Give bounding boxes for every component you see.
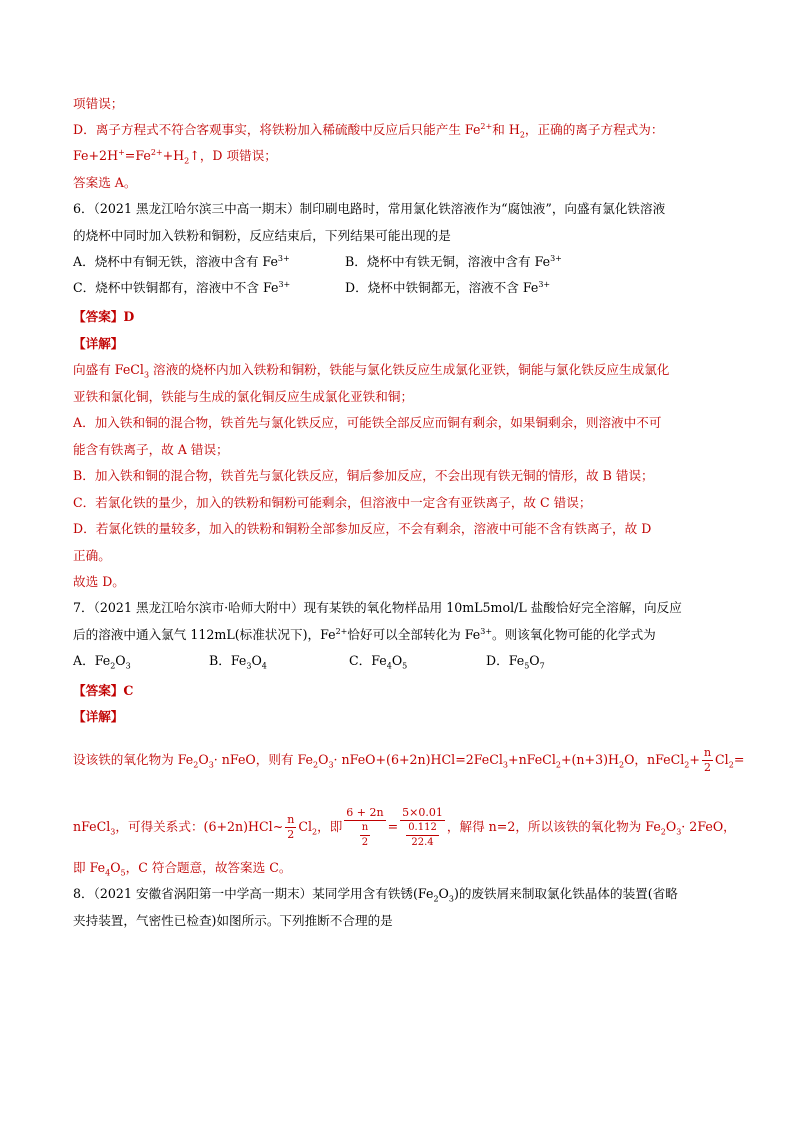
answer-conclusion: 答案选 A。 bbox=[73, 175, 137, 190]
option-c: C．$Fe_4O_5$ bbox=[349, 653, 408, 671]
explanation-line: 即 $Fe_4O_5$，C 符合题意，故答案选 C。 bbox=[73, 860, 292, 878]
option-b: B．$Fe_3O_4$ bbox=[209, 653, 267, 671]
explanation-line: B．加入铁和铜的混合物，铁首先与氯化铁反应，铜后参加反应，不会出现有铁无铜的情形，故 B 错误； bbox=[73, 468, 654, 483]
compound-fraction-right: $\frac{5\times 0.01}{\frac{0.112}{22.4}}$ bbox=[402, 805, 443, 848]
explanation-line: 正确。 bbox=[73, 548, 111, 563]
option-a: A．$Fe_2O_3$ bbox=[73, 653, 131, 671]
calculation-line: 设该铁的氧化物为 $Fe_2O_3\cdot$ nFeO，则有 $Fe_2O_3\cdot$ $nFeO+(6+2n)HCl=2FeCl_3+nFeCl_2+(n+3)H_2O$，nFeCl$_2$+ $\frac{n}{2}$ $Cl_2=$ bbox=[73, 746, 745, 774]
explanation-line: A．加入铁和铜的混合物，铁首先与氯化铁反应，可能铁全部反应而铜有剩余，如果铜剩余，则溶液中不可 bbox=[73, 415, 662, 430]
compound-fraction-left: $\frac{6 + 2n}{\frac{n}{2}}$ bbox=[346, 805, 384, 848]
question-6-stem: 的烧杯中同时加入铁粉和铜粉，反应结束后，下列结果可能出现的是 bbox=[73, 228, 451, 243]
explanation-line: 亚铁和氯化铜，铁能与生成的氯化铜反应生成氯化亚铁和铜； bbox=[73, 389, 414, 404]
explanation-line: 向盛有 FeCl$_3$ 溶液的烧杯内加入铁粉和铜粉，铁能与氯化铁反应生成氯化亚铁，铜能与氯化铁反应生成氯化 bbox=[73, 362, 670, 380]
option-b: B．烧杯中有铁无铜，溶液中含有 $Fe^{3+}$ bbox=[345, 253, 562, 269]
answer-label: 【答案】D bbox=[73, 309, 135, 324]
question-7-stem: 7．（2021 黑龙江哈尔滨市·哈师大附中）现有某铁的氧化物样品用 10mL5mol/L 盐酸恰好完全溶解，向反应 bbox=[73, 600, 682, 615]
explanation-line: D．离子方程式不符合客观事实，将铁粉加入稀硫酸中反应后只能产生 $Fe^{2+}$和 $H_2$，正确的离子方程式为： bbox=[73, 121, 664, 140]
question-7-stem: 后的溶液中通入氯气 112mL(标准状况下)，$Fe^{2+}$恰好可以全部转化为 $Fe^{3+}$。则该氧化物可能的化学式为 bbox=[73, 626, 656, 642]
fraction: $\frac{n}{2}$ bbox=[703, 746, 712, 774]
question-7-options-row bbox=[73, 652, 733, 670]
explanation-line: D．若氯化铁的量较多，加入的铁粉和铜粉全部参加反应，不会有剩余，溶液中可能不含有铁离子，故 D bbox=[73, 521, 652, 536]
explanation-line: 能含有铁离子，故 A 错误； bbox=[73, 442, 229, 457]
detail-label: 【详解】 bbox=[73, 709, 124, 724]
option-d: D．烧杯中铁铜都无，溶液不含 $Fe^{3+}$ bbox=[345, 279, 551, 295]
question-6-options-row bbox=[73, 279, 733, 297]
detail-label: 【详解】 bbox=[73, 336, 124, 351]
fraction: $\frac{n}{2}$ bbox=[287, 813, 295, 841]
option-d: D．$Fe_5O_7$ bbox=[486, 653, 545, 671]
explanation-line: 项错误； bbox=[73, 96, 124, 111]
option-c: C．烧杯中铁铜都有，溶液中不含 $Fe^{3+}$ bbox=[73, 279, 291, 295]
explanation-line: 故选 D。 bbox=[73, 574, 125, 589]
question-6-options-row bbox=[73, 253, 733, 271]
option-a: A．烧杯中有铜无铁，溶液中含有 $Fe^{3+}$ bbox=[73, 253, 290, 269]
question-6-stem: 6．（2021 黑龙江哈尔滨三中高一期末）制印刷电路时，常用氯化铁溶液作为“腐蚀液”，向盛有氯化铁溶液 bbox=[73, 201, 666, 216]
explanation-line: C．若氯化铁的量少，加入的铁粉和铜粉可能剩余，但溶液中一定含有亚铁离子，故 C 错误； bbox=[73, 495, 592, 510]
answer-label: 【答案】C bbox=[73, 683, 134, 698]
ionic-equation-line: $Fe+2H^+=Fe^{2+}+H_2↑$，D 项错误； bbox=[73, 147, 277, 166]
question-8-stem: 8．（2021 安徽省涡阳第一中学高一期末）某同学用含有铁锈$(Fe_2O_3)$的废铁屑来制取氯化铁晶体的装置(省略 bbox=[73, 886, 678, 904]
question-8-stem: 夹持装置，气密性已检查)如图所示。下列推断不合理的是 bbox=[73, 913, 393, 928]
calculation-line: nFeCl$_3$，可得关系式：(6+2n)HCl~ $\frac{n}{2}$ $Cl_2$，即 $\frac{6 + 2n}{\frac{n}{2}}$ = $\frac{5\times 0.01}{\frac{0.112}{22.4}}$ ，解得 n=2，所以该铁的氧化物为 $Fe_2O_3\cdot 2FeO$， bbox=[73, 805, 736, 848]
